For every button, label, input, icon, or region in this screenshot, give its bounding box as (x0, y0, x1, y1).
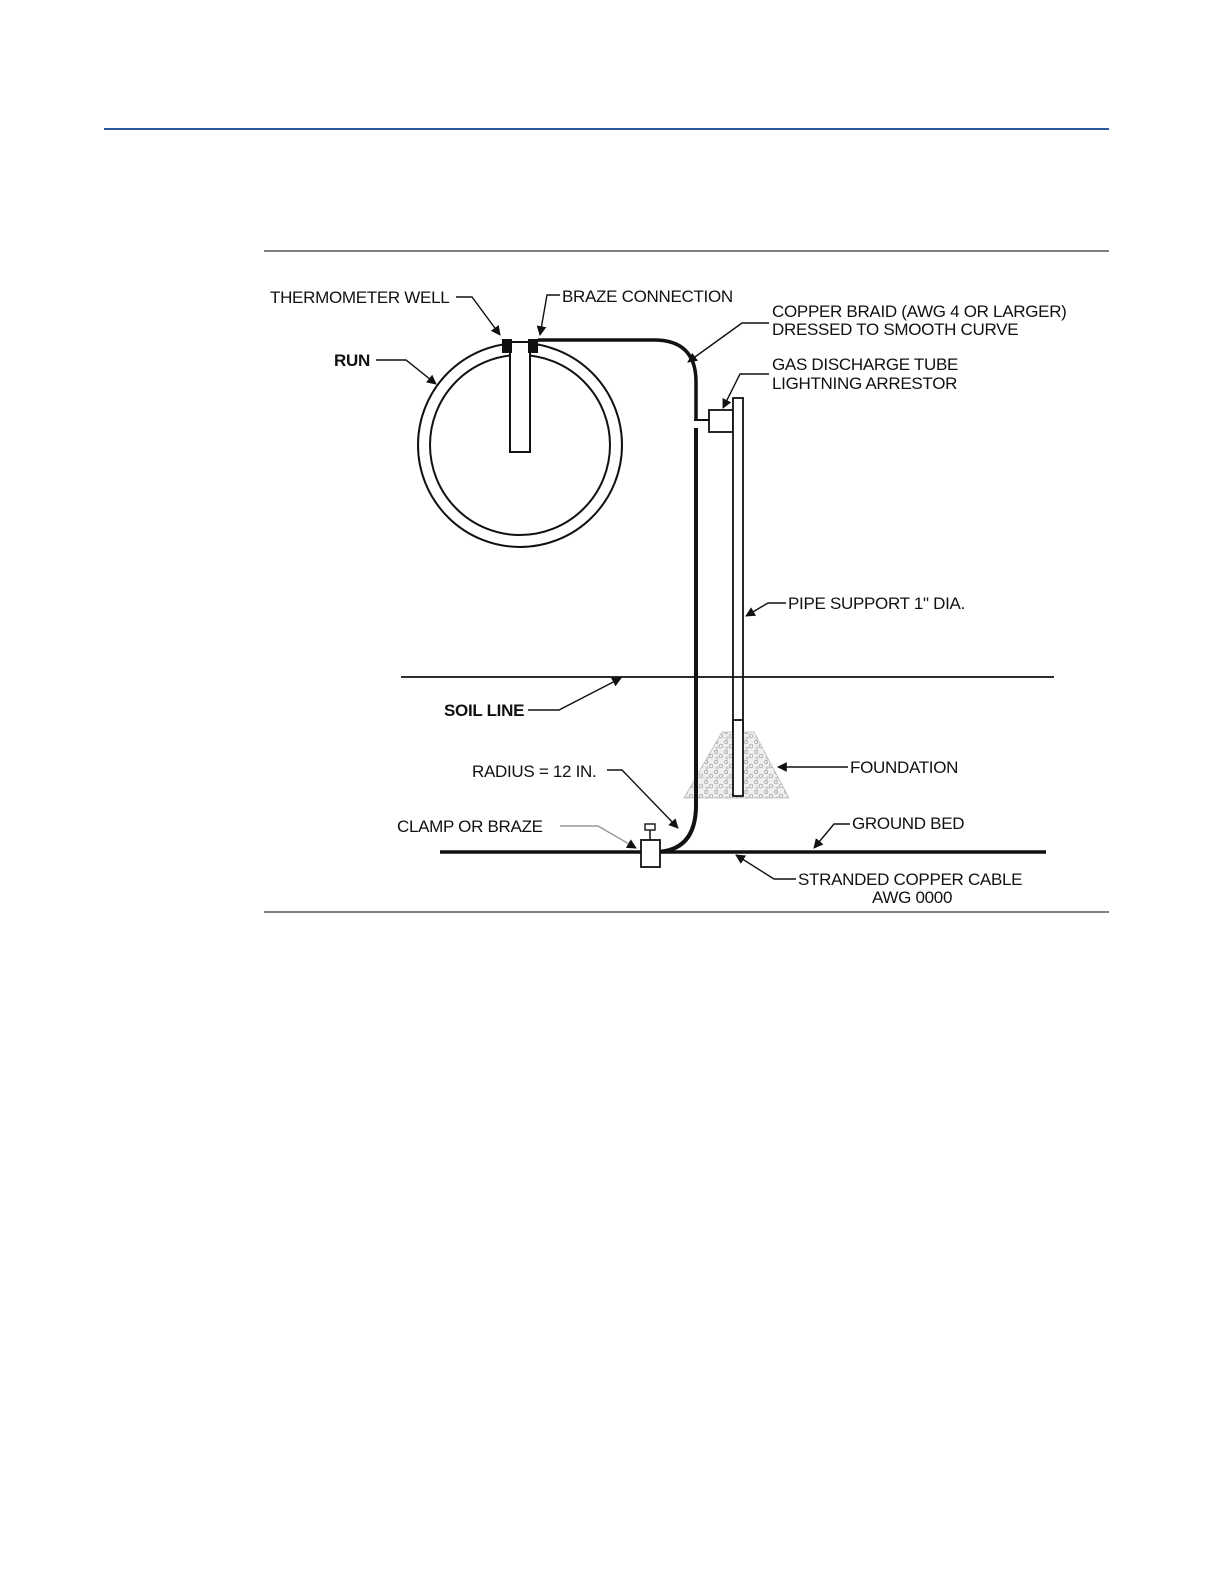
label-radius: RADIUS = 12 IN. (472, 762, 597, 781)
thermometer-well (510, 342, 530, 452)
label-clamp-or-braze: CLAMP OR BRAZE (397, 817, 543, 836)
leader-ground-bed (814, 824, 850, 848)
leader-run (376, 360, 436, 384)
braze-block-right (528, 339, 538, 353)
leader-copper-braid (688, 323, 769, 362)
label-stranded-cable-line2: AWG 0000 (872, 888, 953, 907)
grounding-diagram (264, 250, 1109, 913)
leader-braze-connection (540, 295, 560, 335)
gas-discharge-tube (709, 410, 733, 432)
label-copper-braid-line2: DRESSED TO SMOOTH CURVE (772, 320, 1019, 339)
clamp (641, 824, 660, 867)
label-copper-braid-line1: COPPER BRAID (AWG 4 OR LARGER) (772, 302, 1067, 321)
label-soil-line: SOIL LINE (444, 701, 525, 720)
label-braze-connection: BRAZE CONNECTION (562, 287, 733, 306)
braze-block-left (502, 339, 512, 353)
leader-clamp (560, 826, 636, 848)
leader-radius (607, 770, 678, 828)
leader-thermometer-well (456, 297, 500, 335)
label-stranded-cable-line1: STRANDED COPPER CABLE (798, 870, 1023, 889)
label-gas-discharge-line1: GAS DISCHARGE TUBE (772, 355, 959, 374)
label-thermometer-well: THERMOMETER WELL (270, 288, 450, 307)
leader-pipe-support (746, 603, 786, 616)
label-pipe-support: PIPE SUPPORT 1" DIA. (788, 594, 966, 613)
leader-stranded-cable (736, 855, 796, 879)
label-foundation: FOUNDATION (850, 758, 959, 777)
leader-soil-line (528, 678, 621, 710)
label-gas-discharge-line2: LIGHTNING ARRESTOR (772, 374, 958, 393)
label-run: RUN (334, 351, 370, 370)
header-rule (104, 128, 1109, 130)
label-ground-bed: GROUND BED (852, 814, 965, 833)
leader-gas-discharge (723, 374, 769, 408)
